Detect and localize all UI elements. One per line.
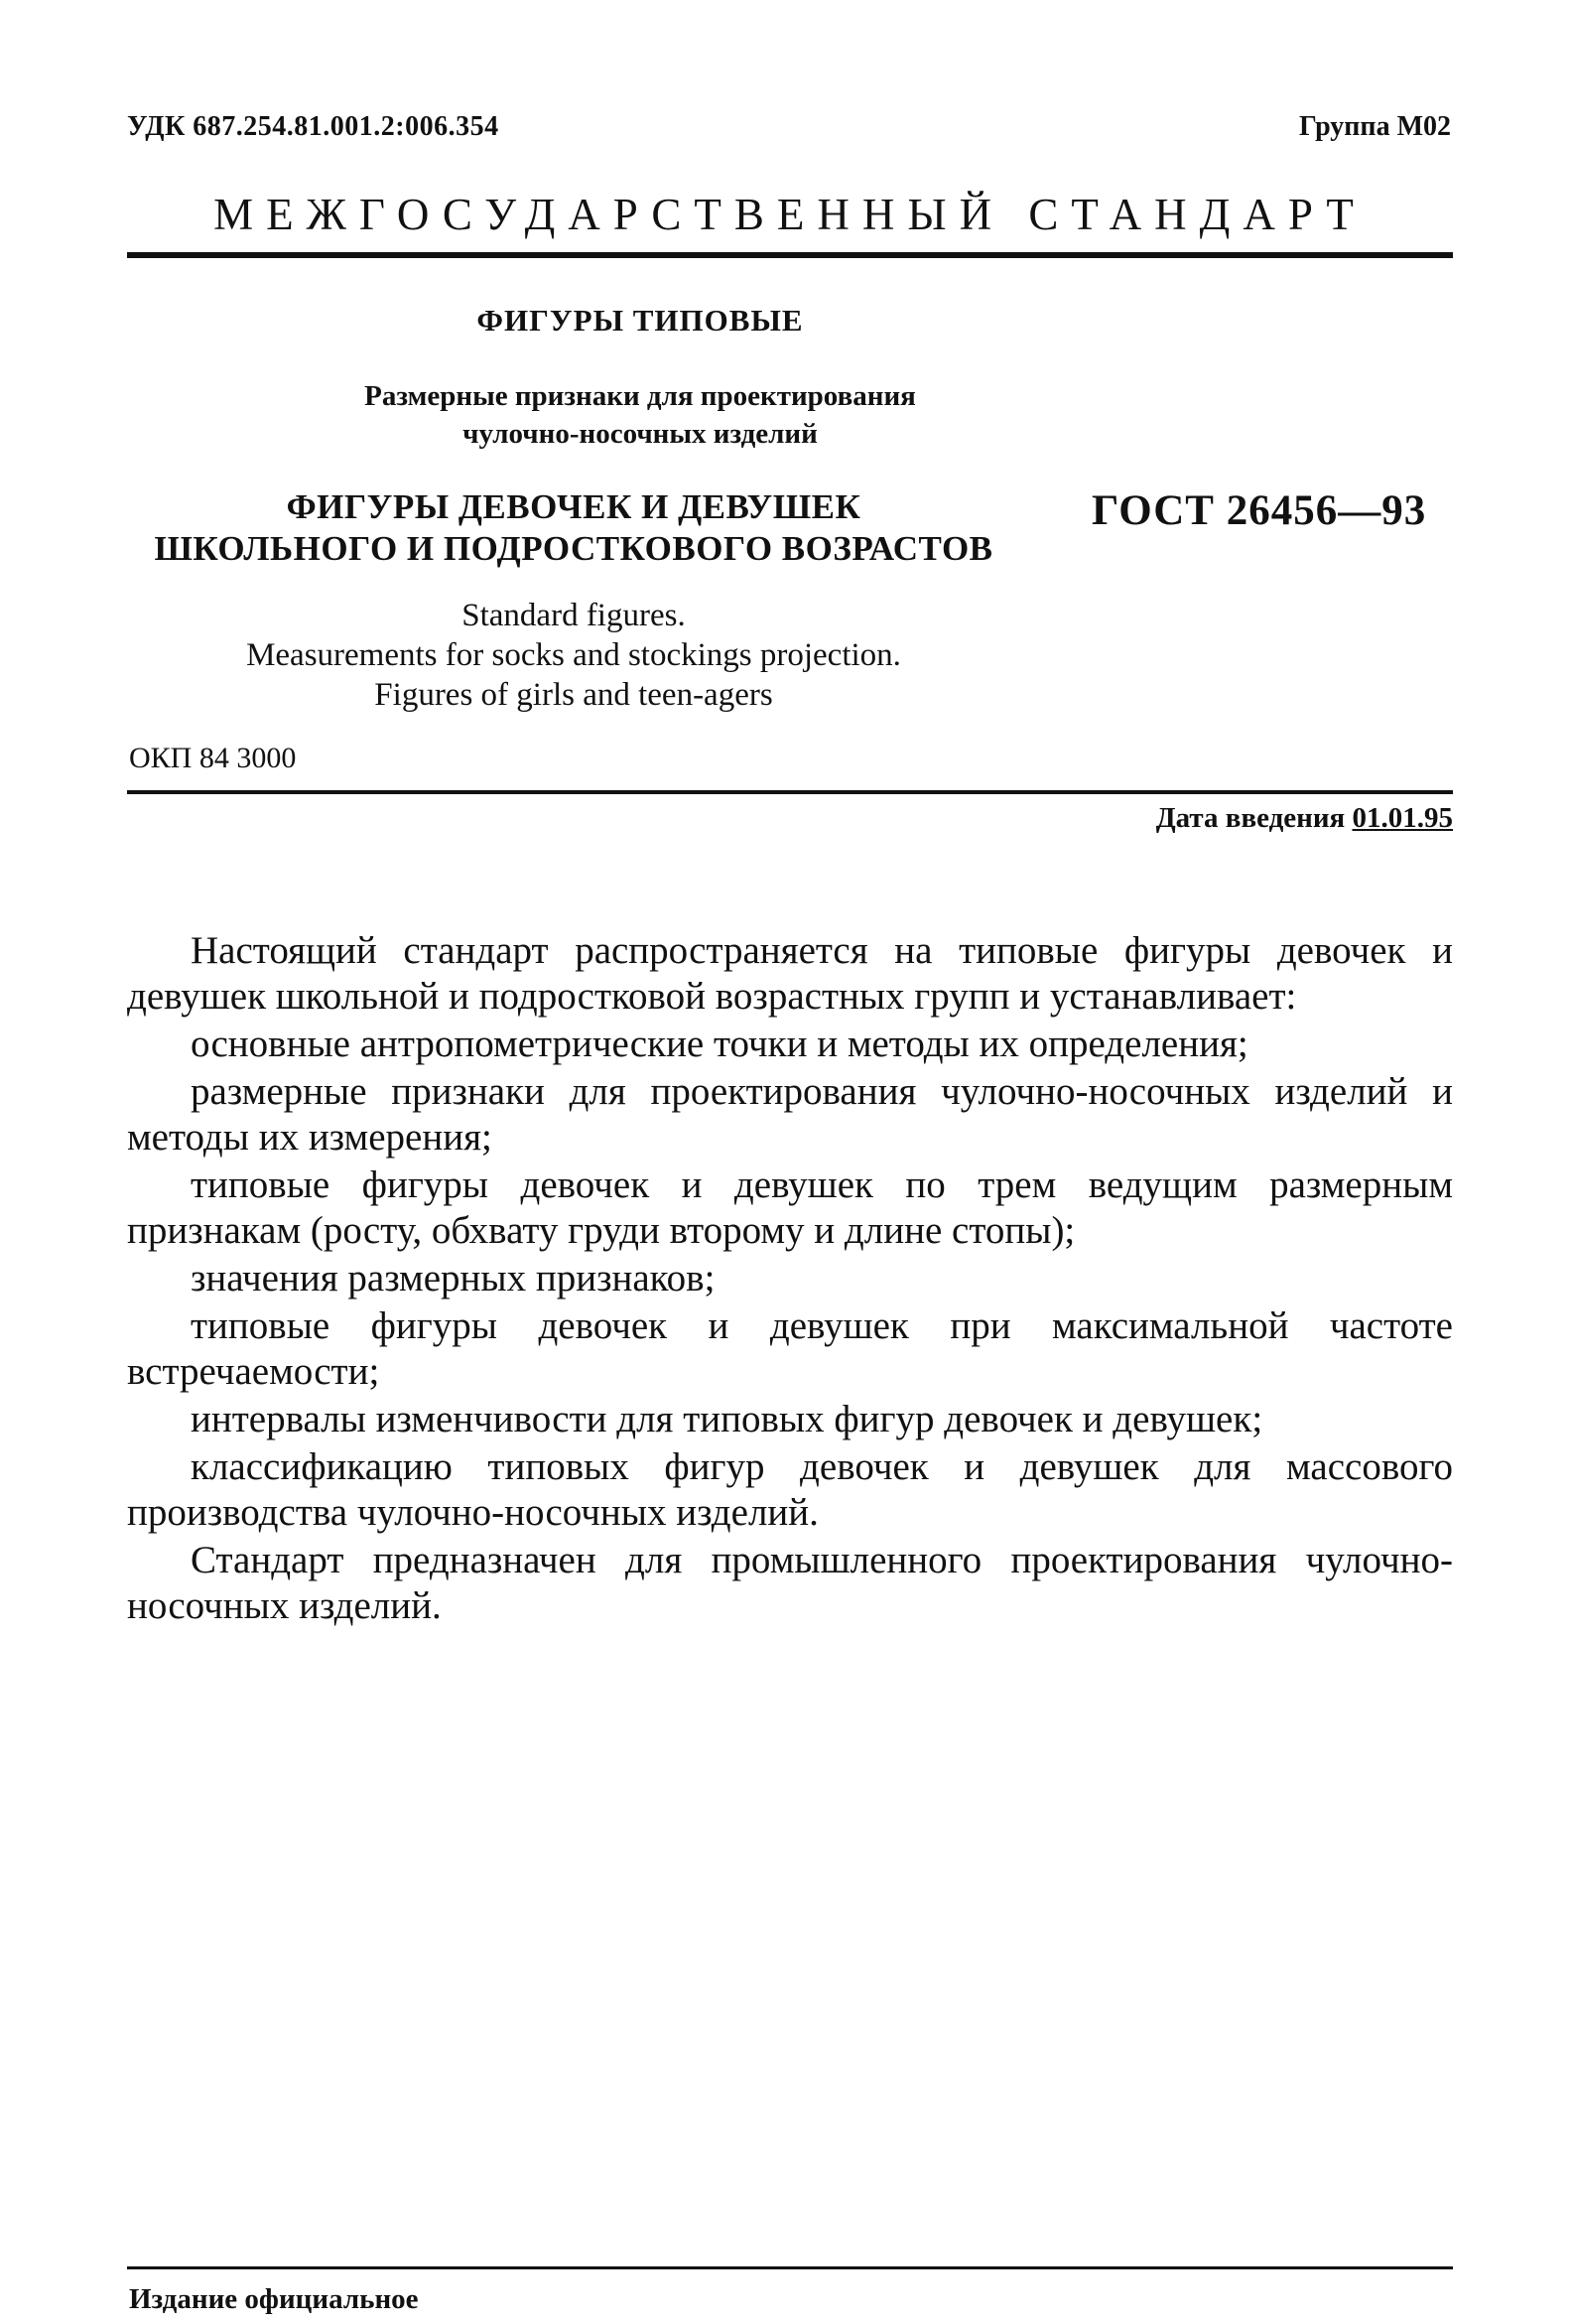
- figures-typical-heading: ФИГУРЫ ТИПОВЫЕ: [476, 303, 804, 338]
- standard-title-line-2: ШКОЛЬНОГО И ПОДРОСТКОВОГО ВОЗРАСТОВ: [154, 529, 993, 568]
- header-divider: [127, 252, 1453, 258]
- edition-note: Издание официальное: [129, 2283, 419, 2315]
- subtitle-line-1: Размерные признаки для проектирования: [364, 380, 916, 412]
- paragraph: интервалы изменчивости для типовых фигур девочек и девушек;: [191, 1398, 1263, 1440]
- paragraph: типовые фигуры девочек и девушек при максимальной частоте встречаемости;: [127, 1304, 1453, 1393]
- meta-divider: [127, 790, 1453, 794]
- subtitle-line-2: чулочно-носочных изделий: [462, 418, 818, 450]
- english-title: [127, 596, 1020, 715]
- introduction-date: [1156, 802, 1453, 835]
- paragraph: Настоящий стандарт распространяется на типовые фигуры девочек и девушек школьной и подростковой возрастных групп и устанавливает:: [127, 929, 1453, 1018]
- standard-title-line-1: ФИГУРЫ ДЕВОЧЕК И ДЕВУШЕК: [286, 487, 861, 526]
- subtitle: [0, 377, 1280, 453]
- date-label: Дата введения: [1155, 802, 1346, 834]
- footer-divider: [127, 2266, 1453, 2269]
- paragraph: типовые фигуры девочек и девушек по трем ведущим размерным признакам (росту, обхвату груди второму и длине стопы);: [127, 1163, 1453, 1252]
- standard-title: [127, 486, 1020, 570]
- paragraph: основные антропометрические точки и методы их определения;: [191, 1023, 1248, 1065]
- date-value: 01.01.95: [1352, 802, 1453, 834]
- group-code: Группа М02: [1299, 111, 1451, 142]
- paragraph: Стандарт предназначен для промышленного проектирования чулочно-носочных изделий.: [127, 1539, 1453, 1627]
- english-line-2: Measurements for socks and stockings projection.: [246, 637, 901, 673]
- paragraph: размерные признаки для проектирования чулочно-носочных изделий и методы их измерения;: [127, 1070, 1453, 1159]
- body-text: [127, 928, 1453, 1631]
- english-line-3: Figures of girls and teen-agers: [374, 677, 773, 713]
- paragraph: значения размерных признаков;: [191, 1257, 716, 1299]
- okp-code: ОКП 84 3000: [129, 742, 297, 774]
- page-title: МЕЖГОСУДАРСТВЕННЫЙ СТАНДАРТ: [213, 190, 1367, 239]
- english-line-1: Standard figures.: [461, 598, 686, 633]
- paragraph: классификацию типовых фигур девочек и девушек для массового производства чулочно-носочных изделий.: [127, 1445, 1453, 1534]
- gost-number: ГОСТ 26456—93: [1092, 487, 1427, 534]
- udk-code: УДК 687.254.81.001.2:006.354: [127, 111, 499, 142]
